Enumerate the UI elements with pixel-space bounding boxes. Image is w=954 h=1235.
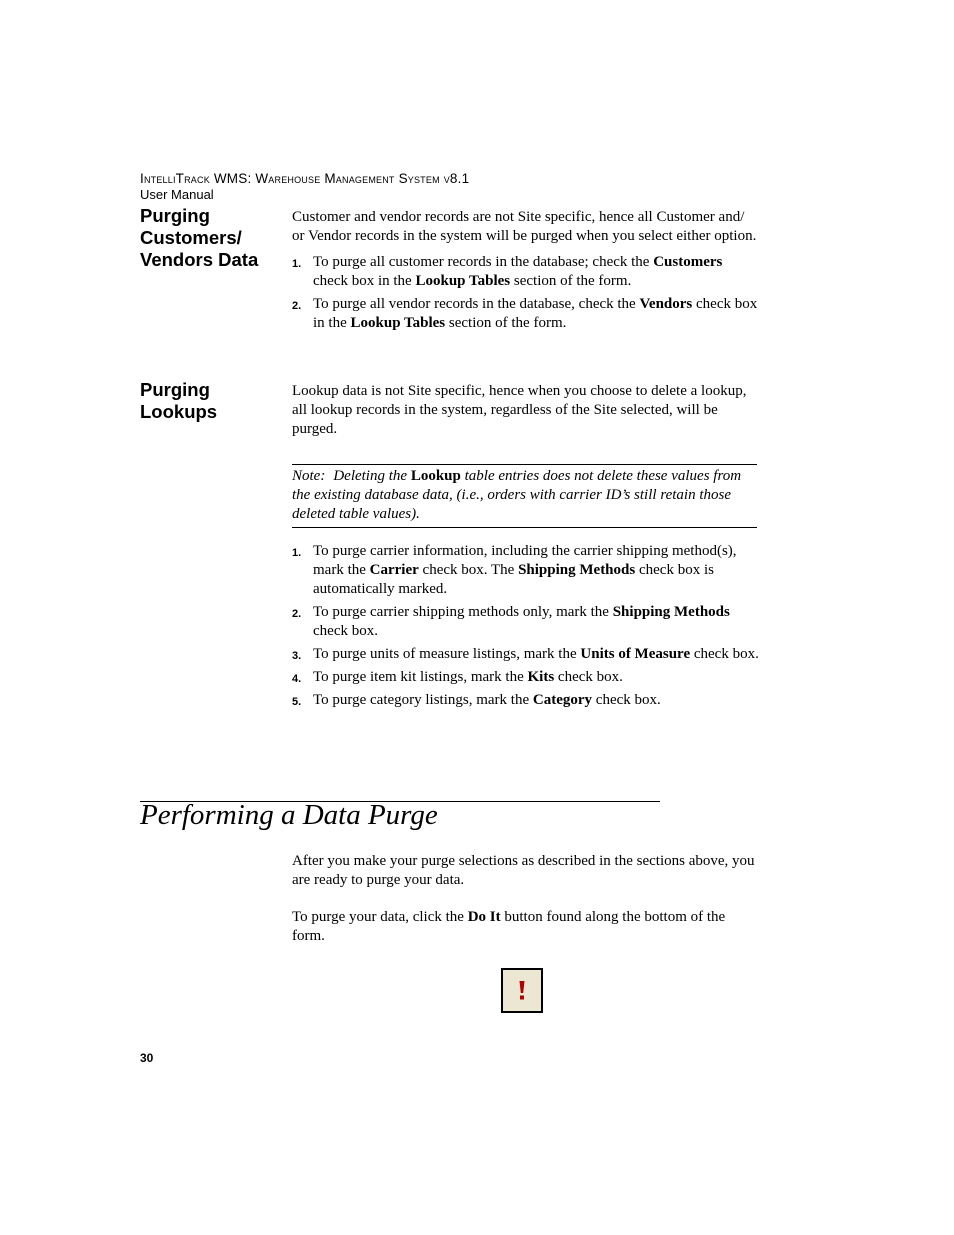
ui-term: Lookup Tables: [415, 273, 511, 289]
section-body-customers: [292, 208, 760, 337]
ui-term: Shipping Methods: [612, 604, 730, 620]
do-it-button[interactable]: [501, 968, 543, 1013]
ui-term: Units of Measure: [580, 646, 691, 662]
exclamation-icon: [517, 980, 527, 1002]
ui-term: Shipping Methods: [518, 562, 636, 578]
intro-paragraph: Customer and vendor records are not Site specific, hence all Customer and/ or Vendor records in the system will be purged when you select either option.: [292, 209, 757, 244]
heading-line: Vendors Data: [140, 249, 259, 270]
step-number: 2.: [292, 608, 302, 620]
step-number: 1.: [292, 547, 302, 559]
note-label: Note:: [292, 468, 326, 484]
lookup-steps-list: [292, 542, 760, 710]
intro-paragraph: Lookup data is not Site specific, hence when you choose to delete a lookup, all lookup records in the system, regardless of the Site selected, will be purged.: [292, 383, 747, 437]
heading-line: Lookups: [140, 401, 218, 422]
section-heading-customers: [140, 205, 280, 271]
heading-line: Purging: [140, 205, 210, 226]
list-item: 1. To purge all customer records in the database; check the Customers check box in the Lookup Tables section of the form.: [292, 254, 723, 289]
section-body-lookups: [292, 382, 760, 439]
ui-term: Kits: [527, 669, 555, 685]
list-item: 2. To purge carrier shipping methods only, mark the Shipping Methods check box.: [292, 604, 730, 639]
heading-line: Purging: [140, 379, 210, 400]
note-box: Note: Deleting the Lookup table entries does not delete these values from the existing database data, (i.e., orders with carrier ID’s still retain those deleted table values).: [292, 464, 757, 528]
section-title-perform: Performing a Data Purge: [140, 799, 438, 831]
ui-term: Category: [532, 692, 593, 708]
manual-title: IntelliTrack WMS: Warehouse Management System v8.1: [140, 171, 470, 186]
section-body-perform: [292, 852, 760, 946]
manual-subtitle: User Manual: [140, 187, 214, 202]
list-item: 1. To purge carrier information, including the carrier shipping method(s), mark the Carrier check box. The Shipping Methods check box is automatically marked.: [292, 543, 737, 597]
ui-term: Carrier: [369, 562, 419, 578]
ui-term: Lookup: [410, 468, 461, 484]
section-heading-lookups: [140, 379, 280, 423]
step-number: 2.: [292, 300, 302, 312]
list-item: 5. To purge category listings, mark the Category check box.: [292, 691, 760, 710]
page-number: 30: [140, 1051, 154, 1065]
step-number: 1.: [292, 258, 302, 270]
lookup-steps-container: [292, 542, 760, 714]
list-item: 2. To purge all vendor records in the database, check the Vendors check box in the Lookup Tables section of the form.: [292, 296, 758, 331]
step-number: 3.: [292, 650, 302, 662]
paragraph: After you make your purge selections as described in the sections above, you are ready to purge your data.: [292, 853, 755, 888]
customer-steps-list: [292, 253, 760, 333]
ui-term: Lookup Tables: [350, 315, 446, 331]
step-number: 5.: [292, 696, 302, 708]
heading-line: Customers/: [140, 227, 242, 248]
ui-term: Do It: [467, 909, 501, 925]
ui-term: Customers: [653, 254, 723, 270]
paragraph: To purge your data, click the Do It button found along the bottom of the form.: [292, 909, 726, 944]
ui-term: Vendors: [639, 296, 693, 312]
step-number: 4.: [292, 673, 302, 685]
list-item: 4. To purge item kit listings, mark the Kits check box.: [292, 668, 760, 687]
running-header: [140, 170, 469, 203]
list-item: 3. To purge units of measure listings, mark the Units of Measure check box.: [292, 645, 760, 664]
